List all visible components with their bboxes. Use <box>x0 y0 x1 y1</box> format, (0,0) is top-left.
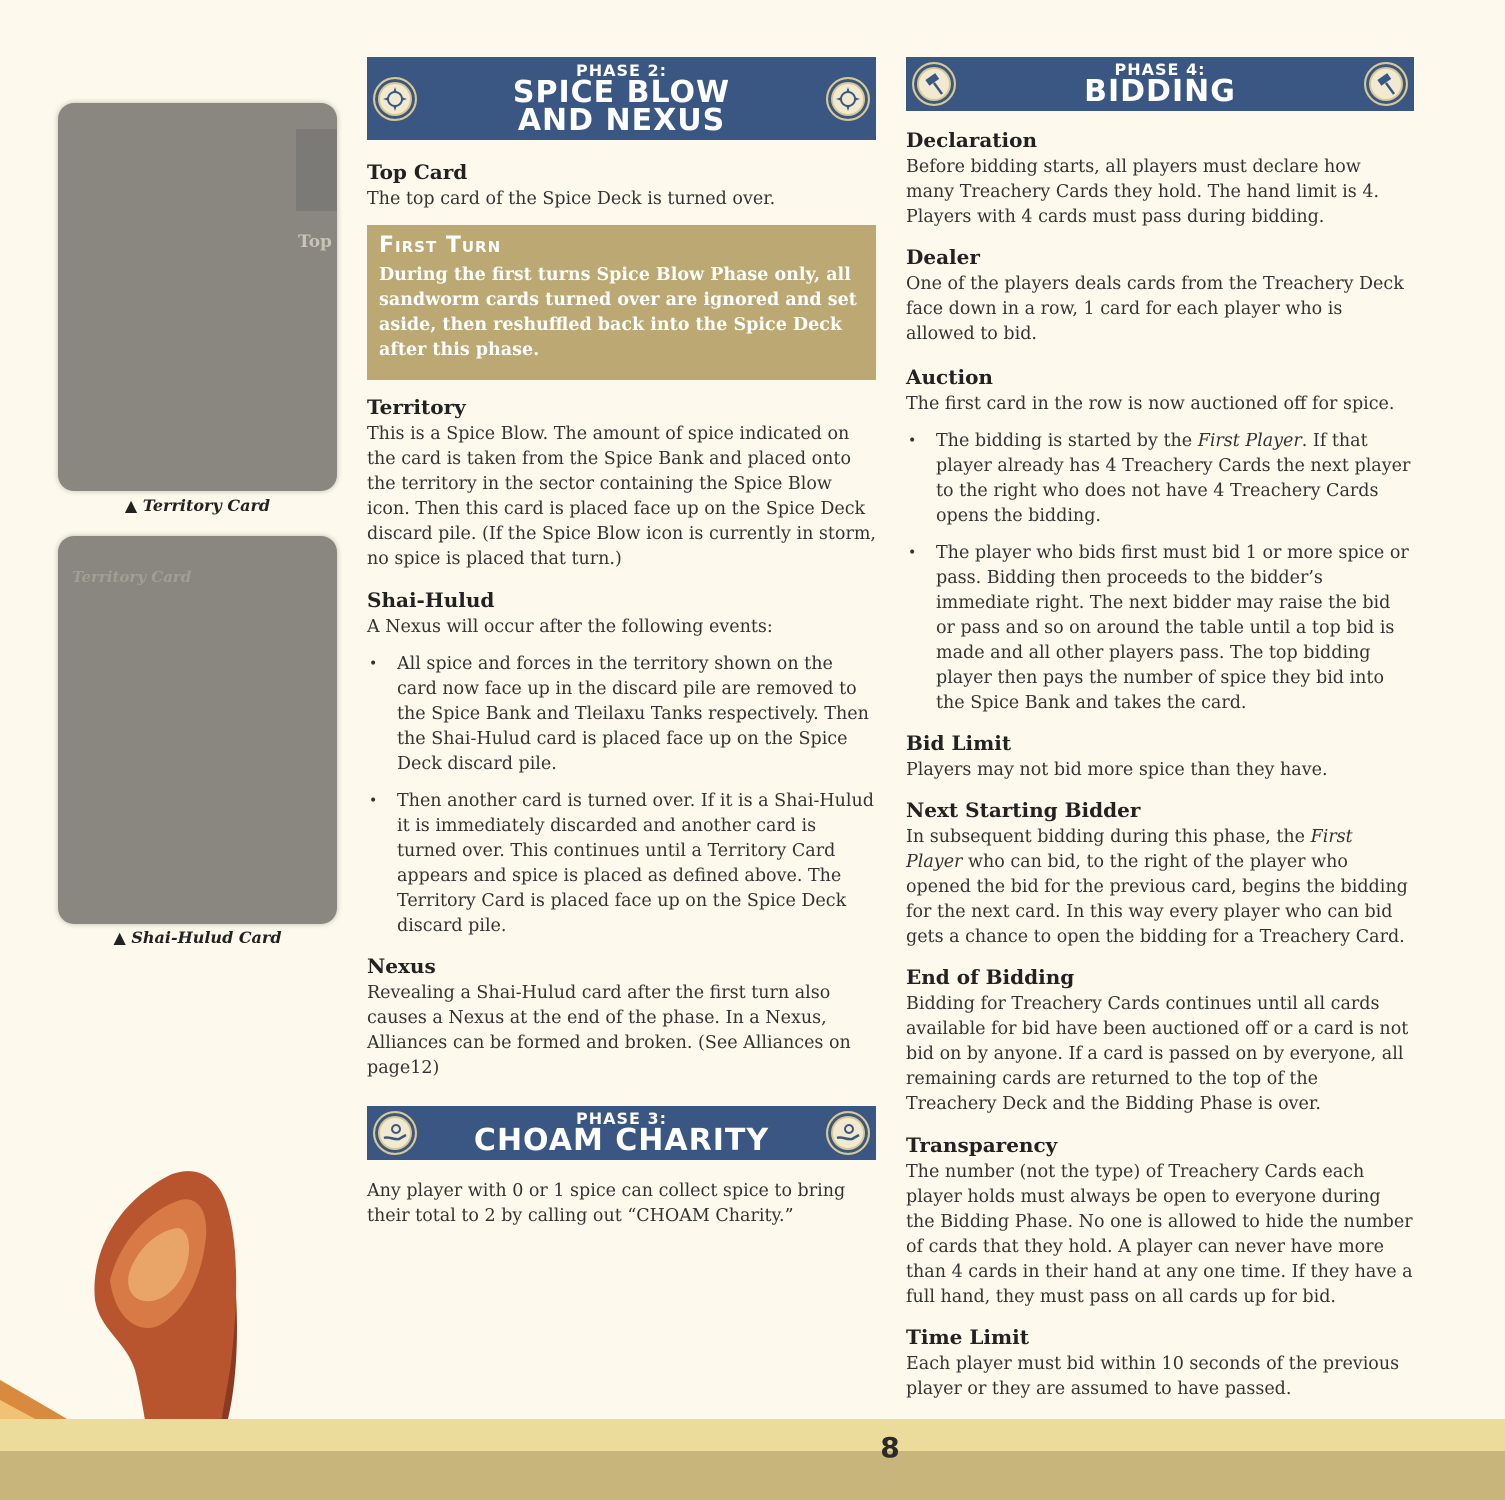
list-item: • The player who bids first must bid 1 or more spice or pass. Bidding then proceeds to the bidder’s immediate right. The next bidder may raise the bid or pass and so on around the table until a top bid is made and all other players pass. The top bidding player then pays the number of spice they bid into the Spice Bank and takes the card. <box>908 543 1409 713</box>
declaration-heading: Declaration <box>906 128 1038 152</box>
faded-card-label: Territory Card <box>72 568 192 586</box>
spice-blow-icon <box>826 77 870 121</box>
phase2-sub: PHASE 2: <box>575 61 668 80</box>
dealer-heading: Dealer <box>906 245 980 269</box>
phase3-sub: PHASE 3: <box>575 1109 668 1128</box>
transparency-text: The number (not the type) of Treachery Cards each player holds must always be open to everyone during the Bidding Phase. No one is allowed to hide the number of cards that they hold. A player can never have more than 4 cards in their hand at any one time. If they have a full hand, they must pass on all cards up for bid. <box>906 1162 1413 1307</box>
dealer-text: One of the players deals cards from the Treachery Deck face down in a row, 1 card for each player who is allowed to bid. <box>906 274 1404 344</box>
territory-text: This is a Spice Blow. The amount of spice indicated on the card is taken from the Spice Bank and placed onto the territory in the sector containing the Spice Blow icon. Then this card is placed face up on the Spice Deck discard pile. (If the Spice Blow icon is currently in storm, no spice is placed that turn.) <box>367 424 876 569</box>
auction-heading: Auction <box>906 365 993 389</box>
phase4-banner <box>906 57 1414 111</box>
phase2-title-line2: AND NEXUS <box>517 103 726 138</box>
choam-charity-text: Any player with 0 or 1 spice can collect spice to bring their total to 2 by calling out “CHOAM Charity.” <box>367 1181 846 1226</box>
top-card-text: The top card of the Spice Deck is turned over. <box>367 189 776 209</box>
territory-heading: Territory <box>367 395 466 419</box>
list-item: • Then another card is turned over. If it is a Shai-Hulud it is immediately discarded and another card is turned over. This continues until a Territory Card appears and spice is placed as defined above. The Territory Card is placed face up on the Spice Deck discard pile. <box>369 791 874 936</box>
phase4-sub: PHASE 4: <box>1114 60 1206 79</box>
spice-blow-icon <box>373 77 417 121</box>
phase2-title-line1: SPICE BLOW <box>512 75 731 110</box>
list-item: • All spice and forces in the territory shown on the card now face up in the discard pile are removed to the Spice Bank and Tleilaxu Tanks respectively. Then the Shai-Hulud card is placed face up on the Spice Deck discard pile. <box>369 654 869 774</box>
charity-hand-icon <box>826 1111 870 1155</box>
shai-hulud-card-image <box>58 536 337 924</box>
territory-card-caption: ▲ Territory Card <box>124 496 271 515</box>
bid-limit-heading: Bid Limit <box>906 731 1012 755</box>
page-number: 8 <box>880 1431 900 1464</box>
bid-limit-text: Players may not bid more spice than they have. <box>906 760 1328 780</box>
gavel-icon <box>1364 62 1408 106</box>
time-limit-text: Each player must bid within 10 seconds of the previous player or they are assumed to have passed. <box>906 1354 1400 1399</box>
top-card-heading: Top Card <box>367 160 468 184</box>
first-turn-text: During the first turns Spice Blow Phase only, all sandworm cards turned over are ignored and set aside, then reshuffled back into the Spice Deck after this phase. <box>379 265 857 360</box>
time-limit-heading: Time Limit <box>906 1325 1029 1349</box>
end-of-bidding-heading: End of Bidding <box>906 965 1075 989</box>
phase4-title: BIDDING <box>1084 74 1236 109</box>
nexus-text: Revealing a Shai-Hulud card after the first turn also causes a Nexus at the end of the phase. In a Nexus, Alliances can be formed and broken. (See Alliances on page12) <box>367 983 851 1078</box>
next-starting-bidder-text: In subsequent bidding during this phase, the First Player who can bid, to the right of the player who opened the bid for the previous card, begins the bidding for the next card. In this way every player who can bid gets a chance to open the bidding for a Treachery Card. <box>906 827 1408 947</box>
faded-text-top: Top <box>298 232 332 252</box>
end-of-bidding-text: Bidding for Treachery Cards continues until all cards available for bid have been auctioned off or a card is not bid on by anyone. If a card is passed on by everyone, all remaining cards are returned to the top of the Treachery Deck and the Bidding Phase is over. <box>906 994 1409 1114</box>
phase2-banner <box>367 57 876 140</box>
nexus-heading: Nexus <box>367 954 436 978</box>
shai-hulud-text: A Nexus will occur after the following events: <box>367 617 773 637</box>
next-starting-bidder-heading: Next Starting Bidder <box>906 798 1141 822</box>
footer-band-light <box>0 1419 1505 1451</box>
first-turn-title: First Turn <box>379 233 502 258</box>
gavel-icon <box>912 62 956 106</box>
shai-hulud-card-caption: ▲ Shai-Hulud Card <box>113 928 282 947</box>
auction-text: The first card in the row is now auctioned off for spice. <box>906 394 1395 414</box>
transparency-heading: Transparency <box>906 1133 1058 1157</box>
first-turn-box <box>367 225 876 380</box>
declaration-text: Before bidding starts, all players must declare how many Treachery Cards they hold. The hand limit is 4. Players with 4 cards must pass during bidding. <box>906 157 1380 227</box>
faded-card-strip <box>296 129 337 211</box>
list-item: • The bidding is started by the First Player. If that player already has 4 Treachery Cards the next player to the right who does not have 4 Treachery Cards opens the bidding. <box>908 431 1411 526</box>
phase3-title: CHOAM CHARITY <box>473 1123 770 1158</box>
phase3-banner <box>367 1106 876 1160</box>
shai-hulud-heading: Shai-Hulud <box>367 588 495 612</box>
footer-band-dark <box>0 1451 1505 1500</box>
charity-hand-icon <box>373 1111 417 1155</box>
